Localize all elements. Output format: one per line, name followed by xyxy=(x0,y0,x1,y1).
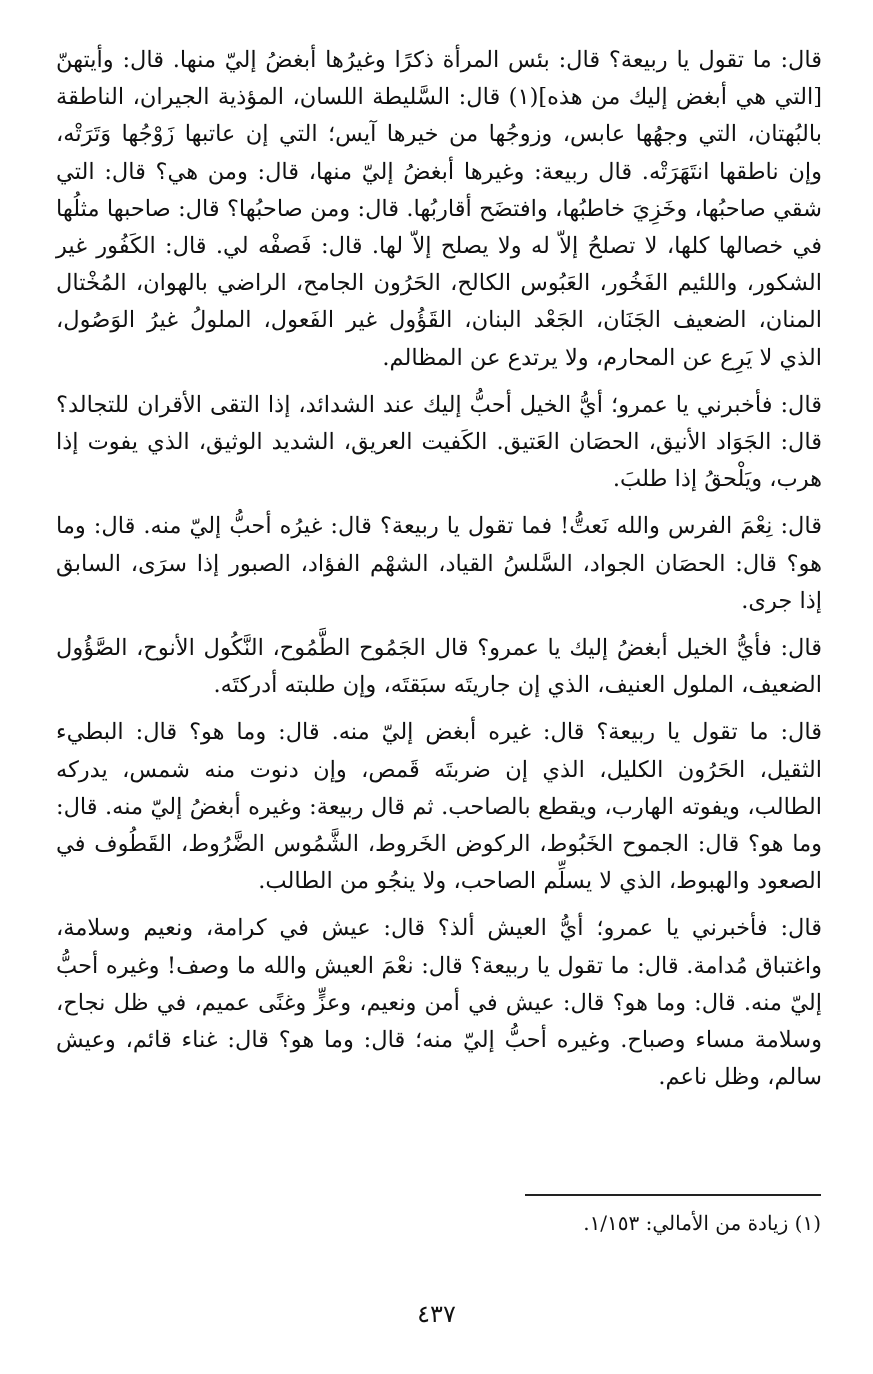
paragraph-3: قال: نِعْمَ الفرس والله نَعتُّ! فما تقول يا ربيعة؟ قال: غيرُه أحبُّ إليّ منه. قال: وما هو؟ قال: الحصَان الجواد، السَّلسُ القياد، الشهْم الفؤاد، الصبور إذا سرَى، السابق إذا جرى. xyxy=(56,513,822,614)
paragraph-5: قال: ما تقول يا ربيعة؟ قال: غيره أبغض إليّ منه. قال: وما هو؟ قال: البطيء الثقيل، الحَرُون الكليل، الذي إن ضربتَه قَمص، وإن دنوت منه شمس، يدركه الطالب، ويفوته الهارب، ويقطع بالصاحب. ثم قال ربيعة: وغيره أبغضُ إليّ منه. قال: وما هو؟ قال: الجموح الخَبُوط، الركوض الخَروط، الشَّمُوس الضَّرُوط، القَطُوف في الصعود والهبوط، الذي لا يسلِّم الصاحب، ولا ينجُو من الطالب. xyxy=(56,719,822,895)
paragraph-6: قال: فأخبرني يا عمرو؛ أيُّ العيش ألذ؟ قال: عيش في كرامة، ونعيم وسلامة، واغتباق مُدامة. قال: ما تقول يا ربيعة؟ قال: نعْمَ العيش والله ما وصف! وغيره أحبُّ إليّ منه. قال: وما هو؟ قال: عيش في أمن ونعيم، وعزٍّ وغنًى عميم، في ظل نجاح، وسلامة مساء وصباح. وغيره أحبُّ إليّ منه؛ قال: وما هو؟ قال: غناء قائم، وعيش سالم، وظل ناعم. xyxy=(56,915,822,1091)
paragraph-2: قال: فأخبرني يا عمرو؛ أيُّ الخيل أحبُّ إليك عند الشدائد، إذا التقى الأقران للتجالد؟ قال: الجَوَاد الأنيق، الحصَان العَتيق. الكَفيت العريق، الشديد الوثيق، الذي يفوت إذا هرب، ويَلْحقُ إذا طلبَ. xyxy=(56,391,822,493)
footnote-divider xyxy=(525,1194,821,1196)
paragraph-1: قال: ما تقول يا ربيعة؟ قال: بئس المرأة ذكرًا وغيرُها أبغضُ إليّ منها. قال: وأيتهنّ [التي هي أبغض إليك من هذه](١) قال: السَّليطة اللسان، المؤذية الجيران، الناطقة بالبُهتان، التي وجهُها عابس، وزوجُها من خيرها آيس؛ التي إن عاتبها زَوْجُها وَتَرَتْه، وإن ناطقها انتَهَرَتْه. قال ربيعة: وغيرها أبغضُ إليّ منها، قال: ومن هي؟ قال: التي شقي صاحبُها، وخَزِيَ خاطبُها، وافتضَح أقاربُها. قال: ومن صاحبُها؟ قال: صاحبها مثلُها في خصالها كلها، لا تصلحُ إلاّ له ولا يصلح إلاّ لها. قال: فَصفْه لي. قال: الكَفُور غير الشكور، واللئيم الفَخُور، العَبُوس الكالح، الحَرُون الجامح، الراضي بالهوان، المُخْتال المنان، الضعيف الجَنَان، الجَعْد البنان، القَؤُول غير الفَعول، الملولُ غيرُ الوَصُول، الذي لا يَرِع عن المحارم، ولا يرتدع عن المظالم. xyxy=(56,47,822,371)
page-number: ٤٣٧ xyxy=(417,1300,456,1328)
paragraph-4: قال: فأيُّ الخيل أبغضُ إليك يا عمرو؟ قال الجَمُوح الطَّمُوح، النَّكُول الأنوح، الصَّؤُول الضعيف، الملول العنيف، الذي إن جاريتَه سبَقتَه، وإن طلبته أدركتَه. xyxy=(56,635,822,699)
footnote: (١) زيادة من الأمالي: ١/١٥٣. xyxy=(583,1211,821,1235)
page-body xyxy=(56,42,822,1096)
